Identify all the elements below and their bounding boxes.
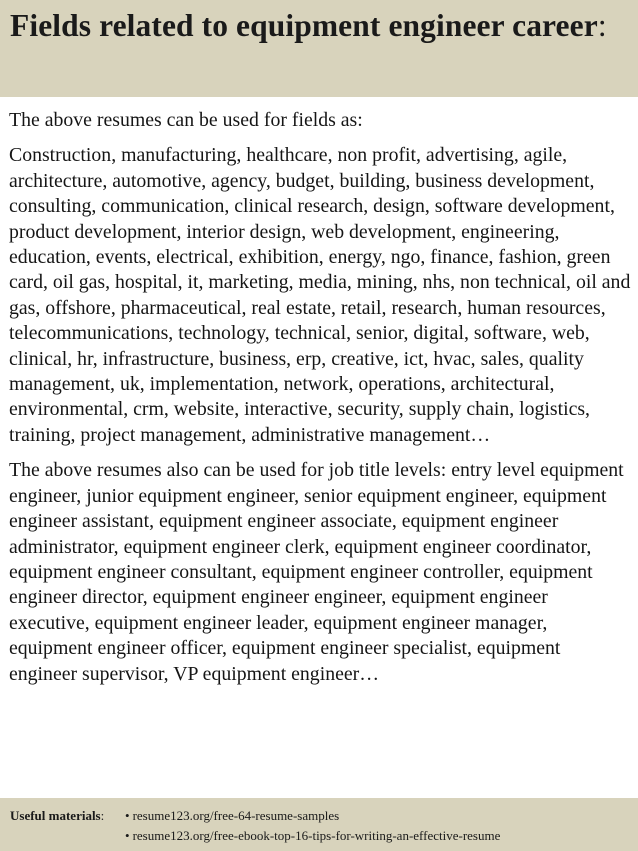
page-header	[0, 0, 638, 97]
intro-paragraph: The above resumes can be used for fields as:	[9, 109, 363, 131]
ebook-tips-link[interactable]: resume123.org/free-ebook-top-16-tips-for-writing-an-effective-resume	[132, 828, 501, 843]
page-title-colon: :	[597, 8, 607, 43]
fields-paragraph: Construction, manufacturing, healthcare, non profit, advertising, agile, architecture, automotive, agency, budget, building, business development, consulting, communication, clinical research, design, software development, product development, interior design, web development, engineering, education, events, electrical, exhibition, energy, ngo, finance, fashion, green card, oil gas, hospital, it, marketing, media, mining, nhs, non technical, oil and gas, offshore, pharmaceutical, real estate, retail, research, human resources, telecommunications, technology, technical, senior, digital, software, web, clinical, hr, infrastructure, business, erp, creative, ict, hvac, sales, quality management, uk, implementation, network, operations, architectural, environmental, crm, website, interactive, security, supply chain, logistics, training, project management, administrative management…	[9, 144, 631, 446]
page-title-text: Fields related to equipment engineer career	[10, 8, 598, 43]
page-footer	[0, 798, 638, 851]
resume-samples-link[interactable]: resume123.org/free-64-resume-samples	[132, 808, 340, 823]
job-levels-paragraph: The above resumes also can be used for job title levels: entry level equipment engineer, junior equipment engineer, senior equipment engineer, equipment engineer assistant, equipment engineer associate, equipment engineer administrator, equipment engineer clerk, equipment engineer coordinator, equipment engineer consultant, equipment engineer controller, equipment engineer director, equipment engineer engineer, equipment engineer executive, equipment engineer leader, equipment engineer manager, equipment engineer officer, equipment engineer specialist, equipment engineer supervisor, VP equipment engineer…	[9, 459, 624, 685]
useful-materials-item	[125, 806, 500, 826]
useful-materials-colon: :	[100, 808, 105, 823]
useful-materials-label-text: Useful materials	[10, 808, 101, 823]
page-content	[9, 108, 631, 687]
bullet-icon: •	[125, 828, 130, 843]
useful-materials-item	[125, 826, 500, 846]
page-title	[10, 8, 628, 44]
useful-materials-label	[10, 806, 104, 826]
bullet-icon: •	[125, 808, 130, 823]
useful-materials-list	[125, 806, 500, 846]
